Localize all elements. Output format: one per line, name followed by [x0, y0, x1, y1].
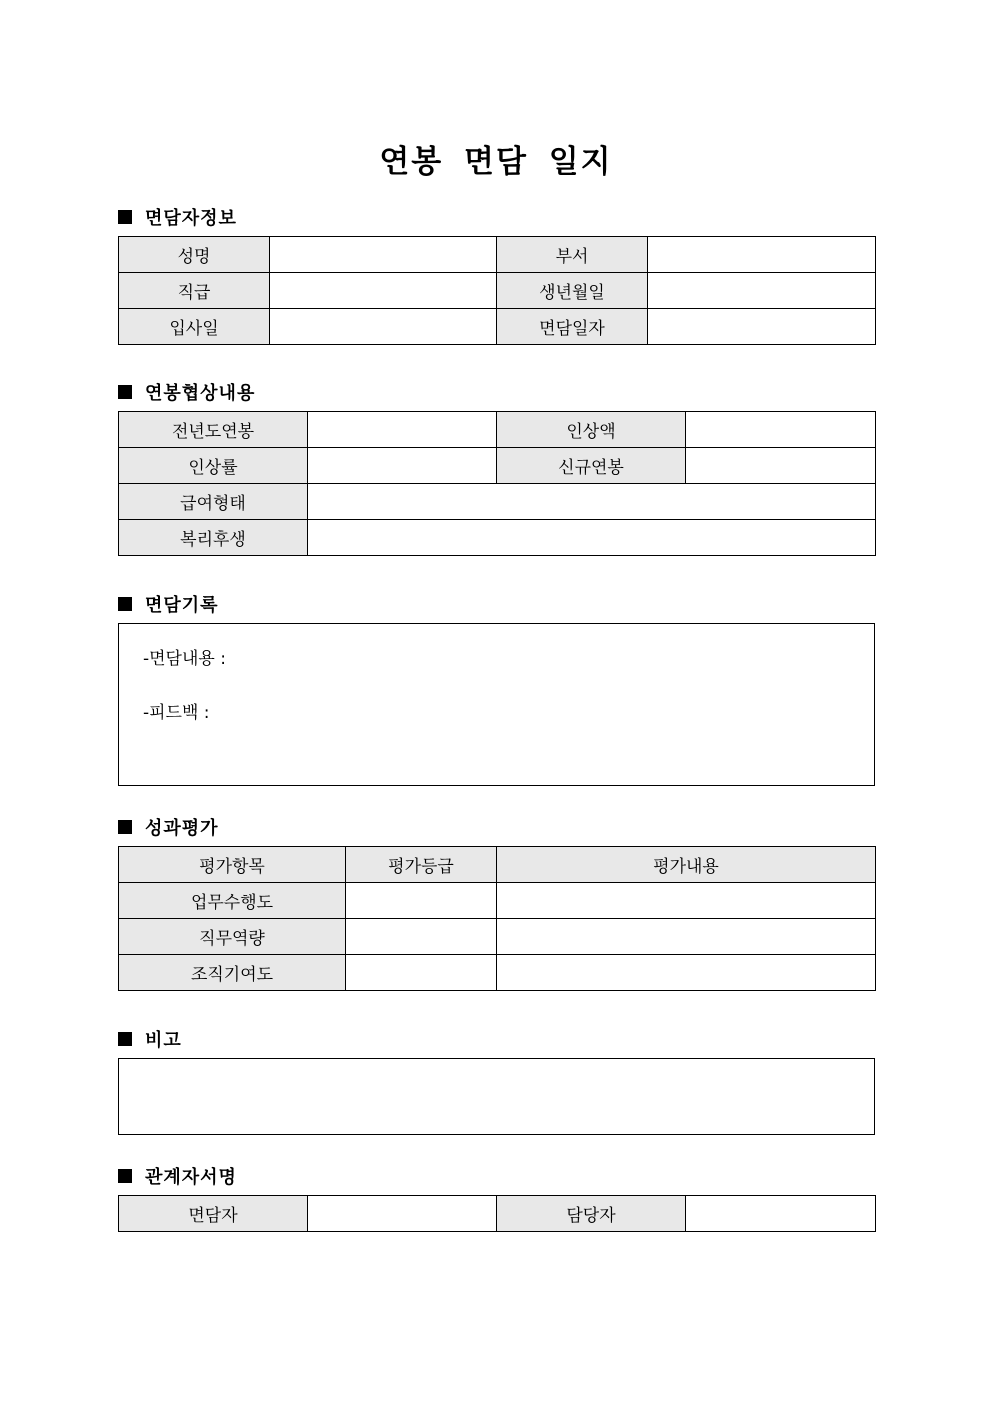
raise-rate-field[interactable] [308, 448, 497, 484]
remarks-box[interactable] [118, 1058, 875, 1135]
pay-type-field[interactable] [308, 484, 876, 520]
rank-label: 직급 [119, 273, 270, 309]
section-heading-remarks [118, 1028, 182, 1050]
previous-salary-field[interactable] [308, 412, 497, 448]
raise-amount-label: 인상액 [497, 412, 686, 448]
eval-grade-field[interactable] [346, 883, 497, 919]
section-title: 면담자정보 [145, 208, 237, 229]
rank-field[interactable] [270, 273, 497, 309]
interviewer-label: 면담자 [119, 1196, 308, 1232]
raise-rate-label: 인상률 [119, 448, 308, 484]
interview-record-box[interactable] [118, 623, 875, 786]
table-row [119, 883, 876, 919]
table-header-row [119, 847, 876, 883]
eval-content-field[interactable] [497, 955, 876, 991]
square-bullet-icon [118, 820, 132, 834]
header-content: 평가내용 [497, 847, 876, 883]
manager-label: 담당자 [497, 1196, 686, 1232]
hire-date-label: 입사일 [119, 309, 270, 345]
table-row [119, 412, 876, 448]
eval-item-label: 업무수행도 [119, 883, 346, 919]
signatures-table [118, 1195, 876, 1232]
salary-negotiation-table [118, 411, 876, 556]
section-title: 비고 [145, 1030, 182, 1051]
table-row [119, 309, 876, 345]
section-title: 성과평가 [145, 818, 219, 839]
eval-grade-field[interactable] [346, 955, 497, 991]
new-salary-label: 신규연봉 [497, 448, 686, 484]
manager-signature-field[interactable] [686, 1196, 876, 1232]
interview-date-field[interactable] [648, 309, 876, 345]
eval-content-field[interactable] [497, 883, 876, 919]
section-title: 면담기록 [145, 595, 219, 616]
eval-content-field[interactable] [497, 919, 876, 955]
section-heading-signatures [118, 1165, 237, 1187]
performance-eval-table [118, 846, 876, 991]
interview-date-label: 면담일자 [497, 309, 648, 345]
eval-item-label: 조직기여도 [119, 955, 346, 991]
name-label: 성명 [119, 237, 270, 273]
square-bullet-icon [118, 385, 132, 399]
section-title: 관계자서명 [145, 1167, 237, 1188]
table-row [119, 237, 876, 273]
table-row [119, 448, 876, 484]
department-label: 부서 [497, 237, 648, 273]
interview-content-label: -면담내용 : [143, 649, 226, 669]
interviewer-signature-field[interactable] [308, 1196, 497, 1232]
square-bullet-icon [118, 597, 132, 611]
birth-date-label: 생년월일 [497, 273, 648, 309]
page-title: 연봉 면담 일지 [379, 144, 613, 180]
pay-type-label: 급여형태 [119, 484, 308, 520]
benefits-field[interactable] [308, 520, 876, 556]
section-heading-interviewee-info [118, 206, 237, 228]
table-row [119, 273, 876, 309]
eval-grade-field[interactable] [346, 919, 497, 955]
name-field[interactable] [270, 237, 497, 273]
table-row [119, 955, 876, 991]
previous-salary-label: 전년도연봉 [119, 412, 308, 448]
square-bullet-icon [118, 1169, 132, 1183]
eval-item-label: 직무역량 [119, 919, 346, 955]
table-row [119, 919, 876, 955]
raise-amount-field[interactable] [686, 412, 876, 448]
table-row [119, 1196, 876, 1232]
header-item: 평가항목 [119, 847, 346, 883]
benefits-label: 복리후생 [119, 520, 308, 556]
department-field[interactable] [648, 237, 876, 273]
birth-date-field[interactable] [648, 273, 876, 309]
table-row [119, 484, 876, 520]
section-title: 연봉협상내용 [145, 383, 256, 404]
section-heading-interview-record [118, 593, 219, 615]
new-salary-field[interactable] [686, 448, 876, 484]
feedback-label: -피드백 : [143, 703, 210, 723]
table-row [119, 520, 876, 556]
section-heading-performance-eval [118, 816, 219, 838]
section-heading-salary-negotiation [118, 381, 255, 403]
square-bullet-icon [118, 210, 132, 224]
hire-date-field[interactable] [270, 309, 497, 345]
interviewee-info-table [118, 236, 876, 345]
header-grade: 평가등급 [346, 847, 497, 883]
square-bullet-icon [118, 1032, 132, 1046]
